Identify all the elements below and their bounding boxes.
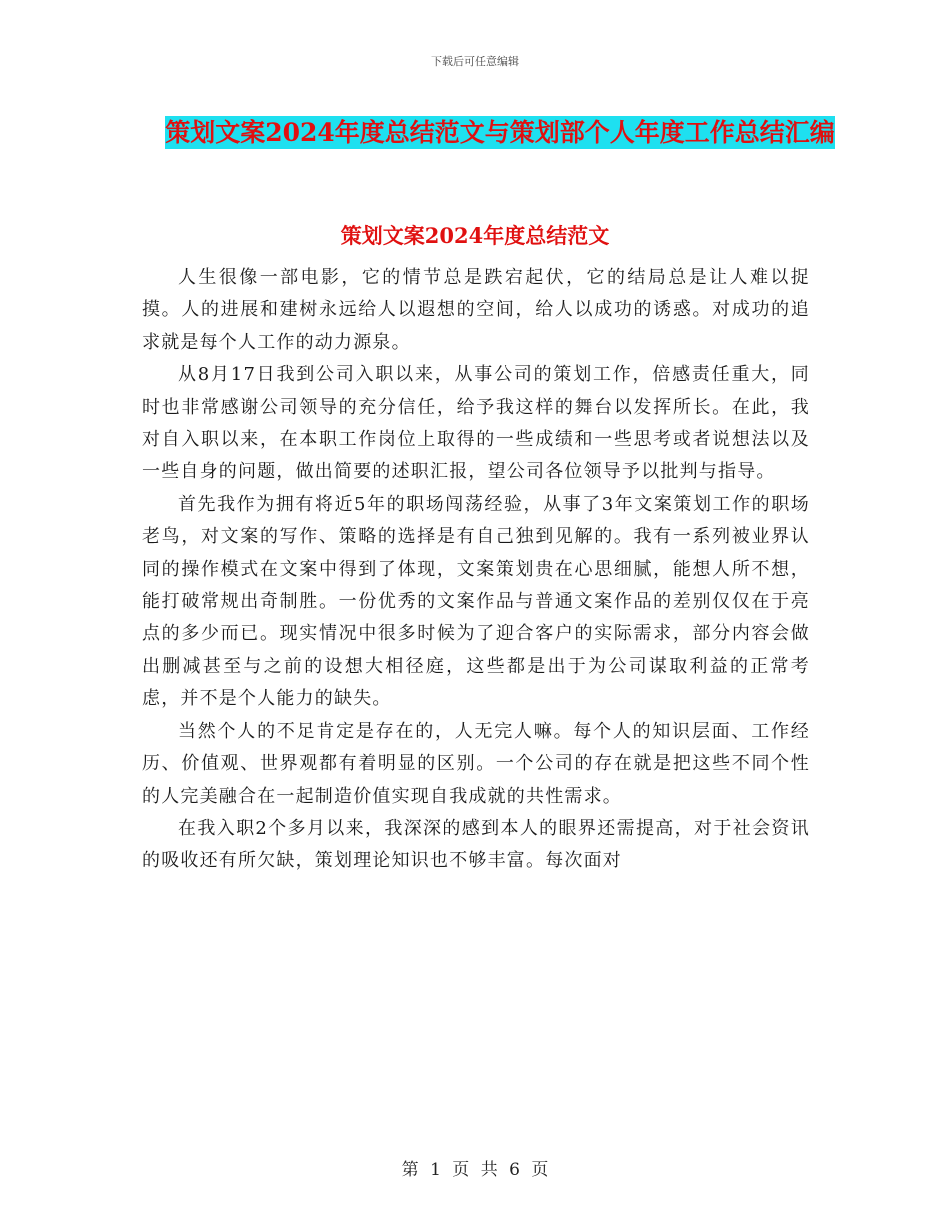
page-header-note: 下载后可任意编辑 — [431, 55, 519, 68]
paragraph: 从8月17日我到公司入职以来，从事公司的策划工作，倍感责任重大，同时也非常感谢公司领导的充分信任，给予我这样的舞台以发挥所长。在此，我对自入职以来，在本职工作岗位上取得的一些成绩和一些思考或者说想法以及一些自身的问题，做出简要的述职汇报，望公司各位领导予以批判与指导。 — [142, 364, 810, 483]
document-title — [140, 110, 860, 156]
document-body — [142, 262, 810, 878]
paragraph: 在我入职2个多月以来，我深深的感到本人的眼界还需提高，对于社会资讯的吸收还有所欠缺，策划理论知识也不够丰富。每次面对 — [142, 817, 810, 872]
paragraph: 首先我作为拥有将近5年的职场闯荡经验，从事了3年文案策划工作的职场老鸟，对文案的写作、策略的选择是有自己独到见解的。我有一系列被业界认同的操作模式在文案中得到了体现，文案策划贵在心思细腻，能想人所不想，能打破常规出奇制胜。一份优秀的文案作品与普通文案作品的差别仅仅在于亮点的多少而已。现实情况中很多时候为了迎合客户的实际需求，部分内容会做出删减甚至与之前的设想大相径庭，这些都是出于为公司谋取利益的正常考虑，并不是个人能力的缺失。 — [142, 493, 810, 710]
paragraph: 人生很像一部电影，它的情节总是跌宕起伏，它的结局总是让人难以捉摸。人的进展和建树永远给人以遐想的空间，给人以成功的诱惑。对成功的追求就是每个人工作的动力源泉。 — [142, 267, 810, 353]
section-title: 策划文案2024年度总结范文 — [340, 223, 610, 248]
document-title-text: 策划文案2024年度总结范文与策划部个人年度工作总结汇编 — [165, 118, 835, 147]
paragraph: 当然个人的不足肯定是存在的，人无完人嘛。每个人的知识层面、工作经历、价值观、世界观都有着明显的区别。一个公司的存在就是把这些不同个性的人完美融合在一起制造价值实现自我成就的共性需求。 — [142, 720, 810, 807]
page-number: 第 1 页 共 6 页 — [401, 1160, 549, 1180]
